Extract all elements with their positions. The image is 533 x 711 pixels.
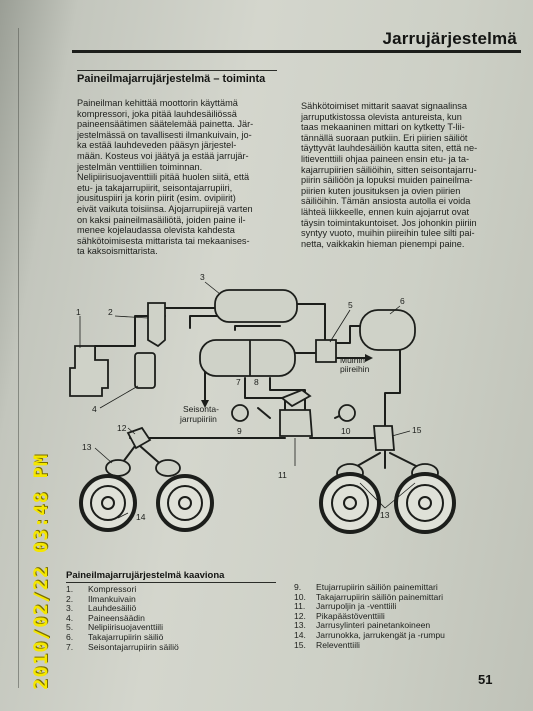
- callout-5: 5: [348, 300, 353, 310]
- legend-item: 12. Pikapäästöventtiili: [294, 610, 385, 621]
- brake-pedal-valve: [280, 410, 312, 436]
- label-muihin: Muihin: [340, 355, 366, 365]
- compressor: [70, 346, 108, 396]
- callout-3: 3: [200, 272, 205, 282]
- pipe-tank7-to-pedal: [245, 378, 285, 418]
- four-circuit-protection-valve: [316, 340, 336, 362]
- arrow-to-other-circuits: [365, 354, 373, 362]
- brake-chamber-front-left: [106, 460, 130, 476]
- callout-4: 4: [92, 404, 97, 414]
- label-seisonta: Seisonta-: [183, 404, 219, 414]
- callout-2: 2: [108, 307, 113, 317]
- body-text-left-column: Paineilman kehittää moottorin käyttämä kompressori, joka pitää lauhdesäiliössä paineensäätimen säätelemää painetta. Jär- jestelmässä on tavallisesti ilmankuivain, jo- ka estää lauhdeveden pääsyn järjestel- mään. Kosteus voi jäätyä ja estää jarrujär- jestelmän venttiilien toiminnan. Nelipiirisuojaventtiili pitää huolen siitä, että etu- ja takajarrupiirit, seisontajarrupiiri, jousituspiiri ja korin piirit (esim. ovipiirit) eivät vaikuta toisiinsa. Ajojarrupiirejä varten on kaksi paineilmasäiliötä, joiden paine il- menee kojelaudassa olevista kahdesta sähkötoimisesta mittarista tai mekaanises- ta kaksoismittarista.: [77, 98, 254, 257]
- callout-9: 9: [237, 426, 242, 436]
- legend-item: 5. Nelipiirisuojaventtiili: [66, 622, 163, 633]
- parking-brake-tank: [200, 340, 295, 376]
- rear-wheel-right: [396, 474, 454, 532]
- legend-item: 15. Releventtiili: [294, 639, 360, 650]
- air-dryer: [148, 303, 165, 346]
- legend-item: 9. Etujarrupiirin säiliön painemittari: [294, 582, 438, 592]
- brake-chamber-front-right: [156, 460, 180, 476]
- relay-valve: [374, 426, 394, 450]
- callout-13-left: 13: [82, 442, 92, 452]
- legend-item: 10. Takajarrupiirin säiliön painemittari: [294, 591, 444, 602]
- callout-6: 6: [400, 296, 405, 306]
- callout-1: 1: [76, 307, 81, 317]
- front-wheel-right: [158, 476, 212, 530]
- legend-list-right: [294, 583, 445, 650]
- pipe-under-tanks: [235, 326, 280, 330]
- front-wheel-left: [81, 476, 135, 530]
- section-heading: Paineilmajarrujärjestelmä – toiminta: [77, 70, 277, 85]
- legend-item: 3. Lauhdesäiliö: [66, 603, 137, 614]
- callout-8: 8: [254, 377, 259, 387]
- legend-item: 1. Kompressori: [66, 584, 137, 594]
- callout-14: 14: [136, 512, 146, 522]
- page-number: 51: [478, 672, 493, 687]
- label-piireihin: piireihin: [340, 364, 370, 374]
- callout-7: 7: [236, 377, 241, 387]
- condensate-tank: [215, 290, 297, 322]
- legend-list-left: [66, 585, 179, 652]
- callout-15: 15: [412, 425, 422, 435]
- callout-13-rear: 13: [380, 510, 390, 520]
- front-tank-gauge: [232, 405, 248, 421]
- brake-system-diagram: [40, 268, 510, 563]
- label-jarrupiiriin: jarrupiiriin: [180, 414, 217, 424]
- legend-item: 13. Jarrusylinteri painetankoineen: [294, 620, 431, 631]
- pipe-tank-to-valve: [295, 304, 325, 343]
- rear-wheel-left: [321, 474, 379, 532]
- callout-11: 11: [278, 470, 287, 480]
- legend-item: 6. Takajarrupiirin säiliö: [66, 631, 164, 642]
- callout-12: 12: [117, 423, 127, 433]
- legend-item: 2. Ilmankuivain: [66, 593, 136, 604]
- page-header-title: Jarrujärjestelmä: [382, 29, 517, 48]
- legend-title: Paineilmajarrujärjestelmä kaaviona: [66, 570, 276, 583]
- rear-brake-tank: [360, 310, 415, 350]
- rear-tank-gauge: [339, 405, 355, 421]
- callout-10: 10: [341, 426, 351, 436]
- pressure-regulator: [135, 353, 155, 388]
- camera-timestamp: 2010/02/22 03:48 PM: [30, 453, 52, 690]
- page-fold-line: [18, 28, 19, 688]
- pipe-to-gauge9: [258, 408, 270, 418]
- pipe-rear-tank-down: [385, 343, 400, 428]
- legend-item: 4. Paineensäädin: [66, 612, 145, 623]
- legend-item: 14. Jarrunokka, jarrukengät ja -rumpu: [294, 629, 445, 640]
- legend-item: 11. Jarrupoljin ja -venttiili: [294, 601, 397, 612]
- body-text-right-column: Sähkötoimiset mittarit saavat signaalinsa jarruputkistossa olevista antureista, kun taas mekaaninen mittari on kytketty T-lii- tännällä suoraan putkiin. Eri piirien säiliöt täyttyvät lauhdesäiliön kautta siten, että ne- litieventtiili ohjaa paineen ensin etu- ja ta- kajarrupiirien säiliöihin, sitten seisontajarru- piirin säiliöön ja lopuksi muiden paineilma- piirien kuten jousituksen ja ovien piirien säiliöihin. Tämän ansiosta autolla ei voida lähteä liikkeelle, ennen kuin ajojarrut ovat täysin toimintakuntoiset. Jos johonkin piiriin syntyy vuoto, muihin piireihin tulee silti pai- netta, vaikkakin hieman pienempi paine.: [301, 101, 478, 249]
- header-rule: [72, 50, 521, 53]
- legend-item: 7. Seisontajarrupiirin säiliö: [66, 641, 179, 652]
